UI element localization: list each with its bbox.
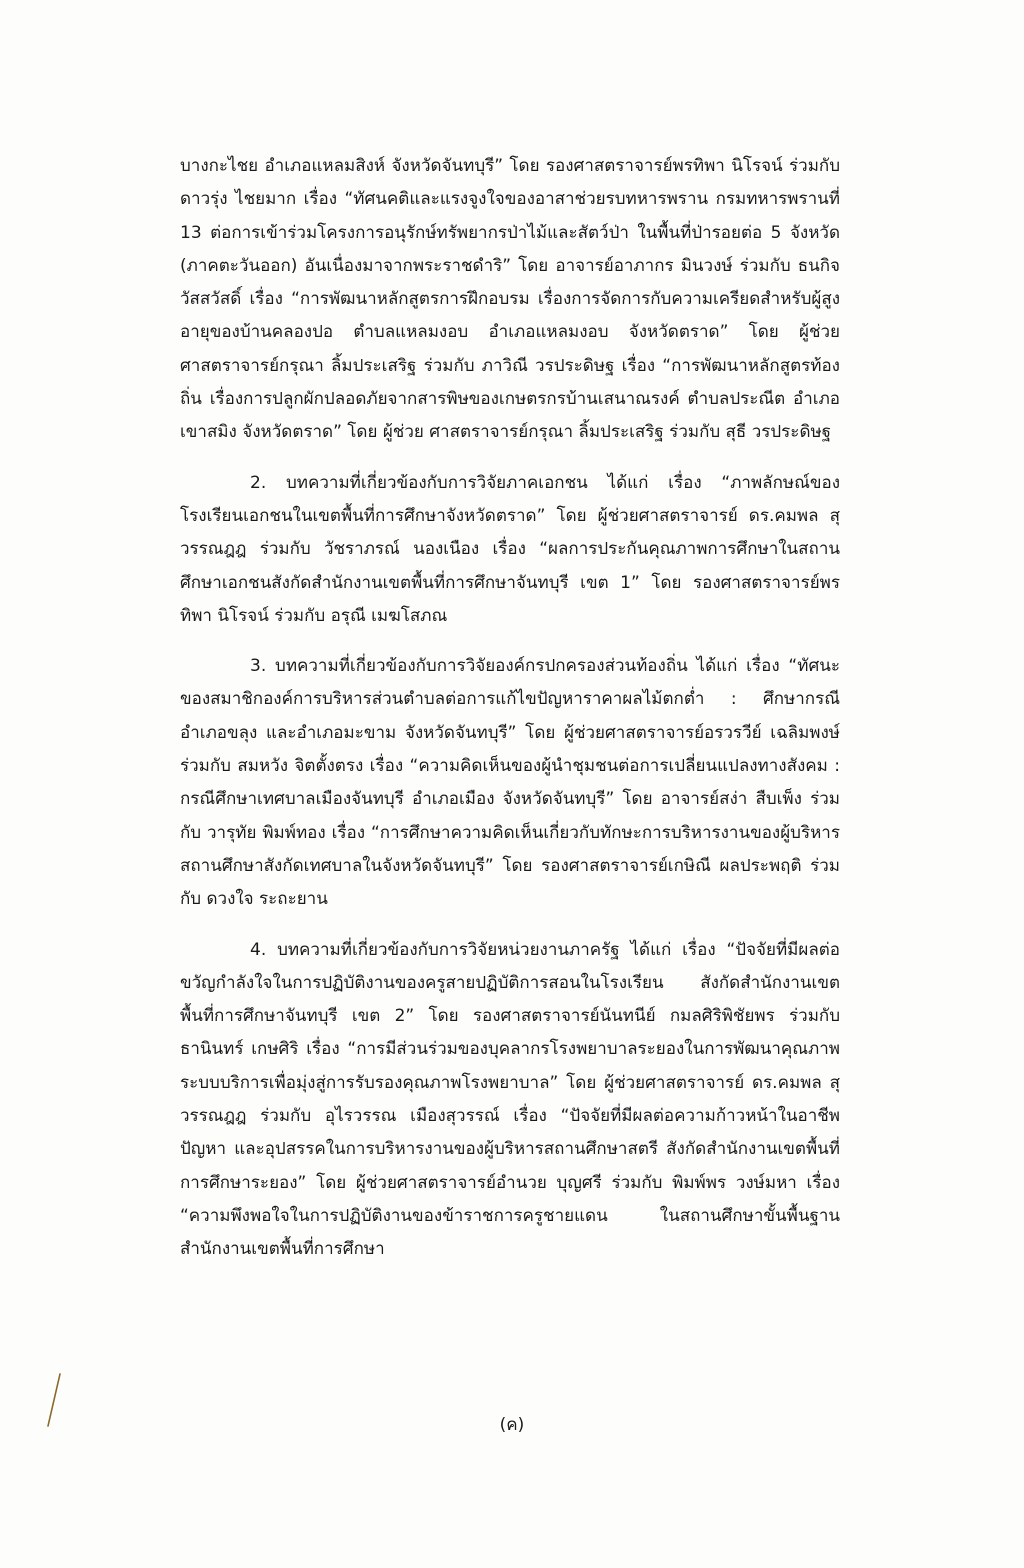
paragraph-item-3: 3. บทความที่เกี่ยวข้องกับการวิจัยองค์กรปกครองส่วนท้องถิ่น ได้แก่ เรื่อง “ทัศนะของสมาชิกองค์การบริหารส่วนตำบลต่อการแก้ไขปัญหาราคาผลไม้ตกต่ำ : ศึกษากรณีอำเภอขลุง และอำเภอมะขาม จังหวัดจันทบุรี” โดย ผู้ช่วยศาสตราจารย์อรวรวีย์ เฉลิมพงษ์ ร่วมกับ สมหวัง จิตตั้งตรง เรื่อง “ความคิดเห็นของผู้นำชุมชนต่อการเปลี่ยนแปลงทางสังคม : กรณีศึกษาเทศบาลเมืองจันทบุรี อำเภอเมือง จังหวัดจันทบุรี” โดย อาจารย์สง่า สืบเพ็ง ร่วมกับ วารุทัย พิมพ์ทอง เรื่อง “การศึกษาความคิดเห็นเกี่ยวกับทักษะการบริหารงานของผู้บริหารสถานศึกษาสังกัดเทศบาลในจังหวัดจันทบุรี” โดย รองศาสตราจารย์เกษิณี ผลประพฤติ ร่วมกับ ดวงใจ ระถะยาน	[180, 656, 840, 910]
page-number: (ค)	[499, 1415, 525, 1435]
body-text	[180, 150, 840, 1284]
paragraph-item-4: 4. บทความที่เกี่ยวข้องกับการวิจัยหน่วยงานภาครัฐ ได้แก่ เรื่อง “ปัจจัยที่มีผลต่อขวัญกำลังใจในการปฏิบัติงานของครูสายปฏิบัติการสอนในโรงเรียน สังกัดสำนักงานเขตพื้นที่การศึกษาจันทบุรี เขต 2” โดย รองศาสตราจารย์นันทนีย์ กมลศิริพิชัยพร ร่วมกับ ธานินทร์ เกษศิริ เรื่อง “การมีส่วนร่วมของบุคลากรโรงพยาบาลระยองในการพัฒนาคุณภาพระบบบริการเพื่อมุ่งสู่การรับรองคุณภาพโรงพยาบาล” โดย ผู้ช่วยศาสตราจารย์ ดร.คมพล สุวรรณฎฎ ร่วมกับ อุไรวรรณ เมืองสุวรรณ์ เรื่อง “ปัจจัยที่มีผลต่อความก้าวหน้าในอาชีพปัญหา และอุปสรรคในการบริหารงานของผู้บริหารสถานศึกษาสตรี สังกัดสำนักงานเขตพื้นที่การศึกษาระยอง” โดย ผู้ช่วยศาสตราจารย์อำนวย บุญศรี ร่วมกับ พิมพ์พร วงษ์มหา เรื่อง “ความพึงพอใจในการปฏิบัติงานของข้าราชการครูชายแดน ในสถานศึกษาขั้นพื้นฐาน สำนักงานเขตพื้นที่การศึกษา	[180, 939, 840, 1260]
paragraph-continuation: บางกะไชย อำเภอแหลมสิงห์ จังหวัดจันทบุรี” โดย รองศาสตราจารย์พรทิพา นิโรจน์ ร่วมกับ ดาวรุ่ง ไชยมาก เรื่อง “ทัศนคติและแรงจูงใจของอาสาช่วยรบทหารพราน กรมทหารพรานที่ 13 ต่อการเข้าร่วมโครงการอนุรักษ์ทรัพยากรป่าไม้และสัตว์ป่า ในพื้นที่ป่ารอยต่อ 5 จังหวัด (ภาคตะวันออก) อันเนื่องมาจากพระราชดำริ” โดย อาจารย์อาภากร มินวงษ์ ร่วมกับ ธนกิจ วัสสวัสดิ์ เรื่อง “การพัฒนาหลักสูตรการฝึกอบรม เรื่องการจัดการกับความเครียดสำหรับผู้สูงอายุของบ้านคลองปอ ตำบลแหลมงอบ อำเภอแหลมงอบ จังหวัดตราด” โดย ผู้ช่วยศาสตราจารย์กรุณา ลิ้มประเสริฐ ร่วมกับ ภาวิณี วรประดิษฐ เรื่อง “การพัฒนาหลักสูตรท้องถิ่น เรื่องการปลูกผักปลอดภัยจากสารพิษของเกษตรกรบ้านเสนาณรงค์ ตำบลประณีต อำเภอเขาสมิง จังหวัดตราด” โดย ผู้ช่วย ศาสตราจารย์กรุณา ลิ้มประเสริฐ ร่วมกับ สุธี วรประดิษฐ	[180, 156, 840, 443]
paragraph-item-2: 2. บทความที่เกี่ยวข้องกับการวิจัยภาคเอกชน ได้แก่ เรื่อง “ภาพลักษณ์ของโรงเรียนเอกชนในเขตพื้นที่การศึกษาจังหวัดตราด” โดย ผู้ช่วยศาสตราจารย์ ดร.คมพล สุวรรณฎฎ ร่วมกับ วัชราภรณ์ นองเนือง เรื่อง “ผลการประกันคุณภาพการศึกษาในสถานศึกษาเอกชนสังกัดสำนักงานเขตพื้นที่การศึกษาจันทบุรี เขต 1” โดย รองศาสตราจารย์พรทิพา นิโรจน์ ร่วมกับ อรุณี เมฆโสภณ	[180, 472, 840, 626]
